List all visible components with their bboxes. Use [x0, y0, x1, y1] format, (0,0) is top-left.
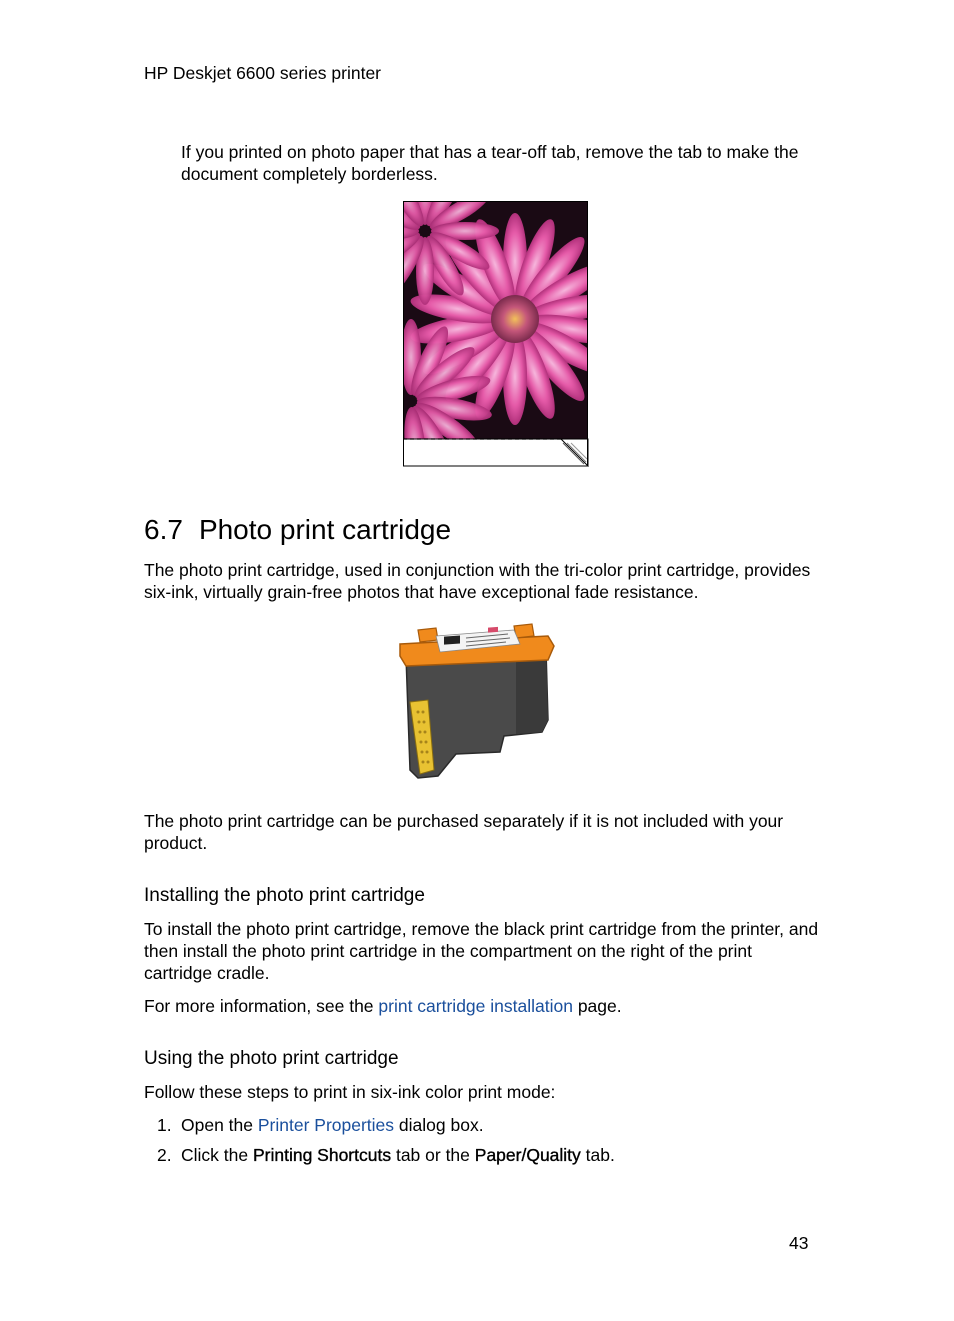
section-heading: [144, 512, 451, 548]
section-number: 6.7: [144, 514, 183, 545]
installing-instructions: To install the photo print cartridge, remove the black print cartridge from the printer, and then install the photo print cartridge in the compartment on the right of the print cartridge cradle.: [144, 919, 819, 983]
using-heading: Using the photo print cartridge: [144, 1048, 399, 1069]
running-header: HP Deskjet 6600 series printer: [144, 63, 382, 83]
step-text-prefix: Open the: [181, 1115, 258, 1135]
step-text-middle: tab or the: [391, 1145, 475, 1165]
purchase-note: The photo print cartridge can be purchased separately if it is not included with your product.: [144, 811, 784, 853]
using-intro: Follow these steps to print in six-ink color print mode:: [144, 1082, 556, 1102]
borderless-photo-illustration: [403, 201, 589, 467]
printing-shortcuts-term: Printing Shortcuts: [252, 1145, 392, 1165]
more-info-suffix: page.: [572, 996, 622, 1016]
step-item: [144, 1144, 824, 1166]
step-item: [144, 1114, 824, 1136]
tear-off-tab-note: If you printed on photo paper that has a tear-off tab, remove the tab to make the document completely borderless.: [181, 142, 799, 184]
step-text-suffix: tab.: [580, 1145, 615, 1165]
more-info-paragraph: [144, 995, 824, 1017]
paper-quality-term: Paper/Quality: [474, 1145, 581, 1165]
section-description: The photo print cartridge, used in conjunction with the tri-color print cartridge, provides six-ink, virtually grain-free photos that have exceptional fade resistance.: [144, 560, 811, 602]
installing-heading: Installing the photo print cartridge: [144, 885, 425, 906]
steps-list: [144, 1114, 824, 1174]
step-number: 1.: [157, 1115, 172, 1135]
more-info-prefix: For more information, see the: [144, 996, 379, 1016]
printer-properties-link[interactable]: Printer Properties: [257, 1115, 395, 1135]
print-cartridge-installation-link[interactable]: print cartridge installation: [378, 996, 573, 1016]
photo-cartridge-illustration: [396, 620, 558, 782]
step-text-prefix: Click the: [181, 1145, 253, 1165]
step-number: 2.: [157, 1145, 172, 1165]
page-number: 43: [789, 1233, 809, 1253]
section-title: Photo print cartridge: [198, 514, 452, 545]
step-text-suffix: dialog box.: [394, 1115, 484, 1135]
